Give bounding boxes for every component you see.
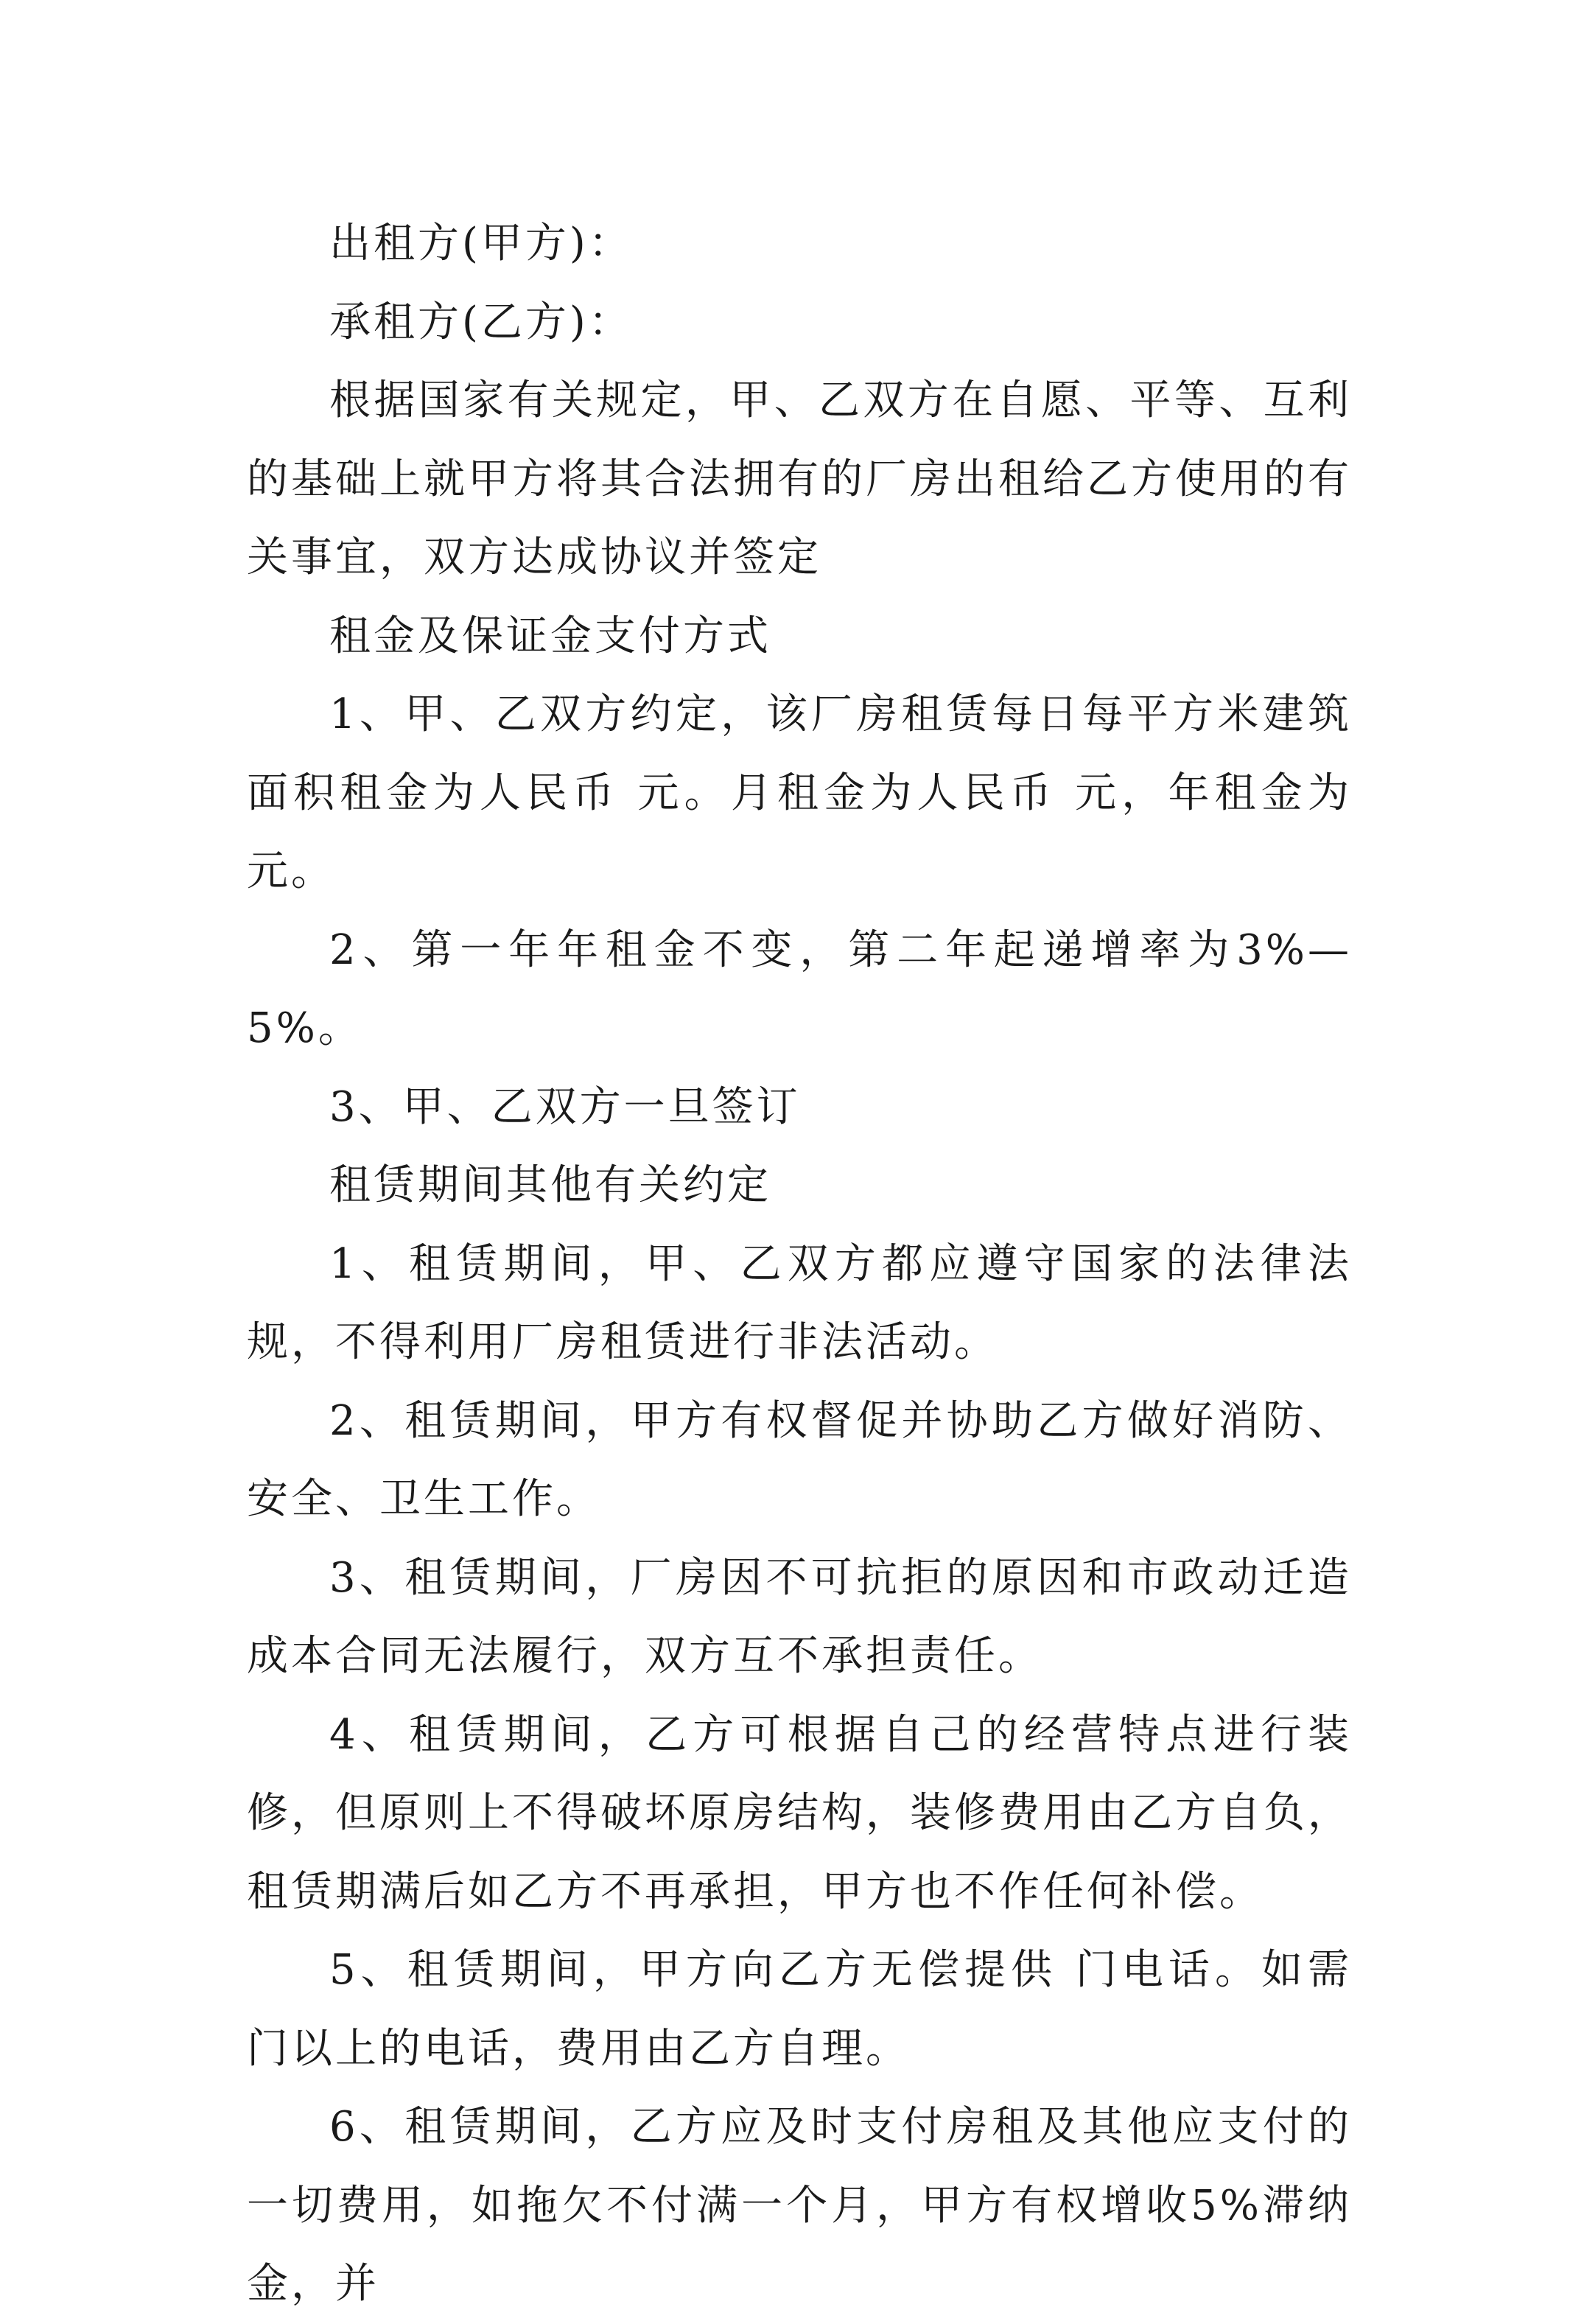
lessor-line: 出租方(甲方)： xyxy=(329,220,633,267)
rent-clause-2: 2、第一年年租金不变，第二年起递增率为3%—5%。 xyxy=(247,925,1352,1052)
terms-clause-3: 3、租赁期间，厂房因不可抗拒的原因和市政动迁造成本合同无法履行，双方互不承担责任。 xyxy=(247,1553,1352,1680)
preamble-paragraph: 根据国家有关规定，甲、乙双方在自愿、平等、互利的基础上就甲方将其合法拥有的厂房出租给乙方使用的有关事宜，双方达成协议并签定 xyxy=(247,377,1352,581)
terms-clause-5: 5、租赁期间，甲方向乙方无偿提供 门电话。如需 门以上的电话，费用由乙方自理。 xyxy=(247,1946,1352,2073)
section-heading-other-terms: 租赁期间其他有关约定 xyxy=(329,1161,771,1209)
document-body xyxy=(247,205,1352,2324)
section-heading-rent-payment: 租金及保证金支付方式 xyxy=(329,612,771,660)
terms-clause-2: 2、租赁期间，甲方有权督促并协助乙方做好消防、安全、卫生工作。 xyxy=(247,1396,1352,1523)
terms-clause-6: 6、租赁期间，乙方应及时支付房租及其他应支付的一切费用，如拖欠不付满一个月，甲方有权增收5%滞纳金，并 xyxy=(247,2103,1352,2308)
lessee-line: 承租方(乙方)： xyxy=(329,298,633,346)
rent-clause-1: 1、甲、乙双方约定，该厂房租赁每日每平方米建筑面积租金为人民币 元。月租金为人民币 元，年租金为 元。 xyxy=(247,690,1352,895)
terms-clause-4: 4、租赁期间，乙方可根据自己的经营特点进行装修，但原则上不得破坏原房结构，装修费用由乙方自负，租赁期满后如乙方不再承担，甲方也不作任何补偿。 xyxy=(247,1710,1352,1916)
rent-clause-3: 3、甲、乙双方一旦签订 xyxy=(329,1082,801,1131)
terms-clause-1: 1、租赁期间，甲、乙双方都应遵守国家的法律法规，不得利用厂房租赁进行非法活动。 xyxy=(247,1239,1352,1366)
